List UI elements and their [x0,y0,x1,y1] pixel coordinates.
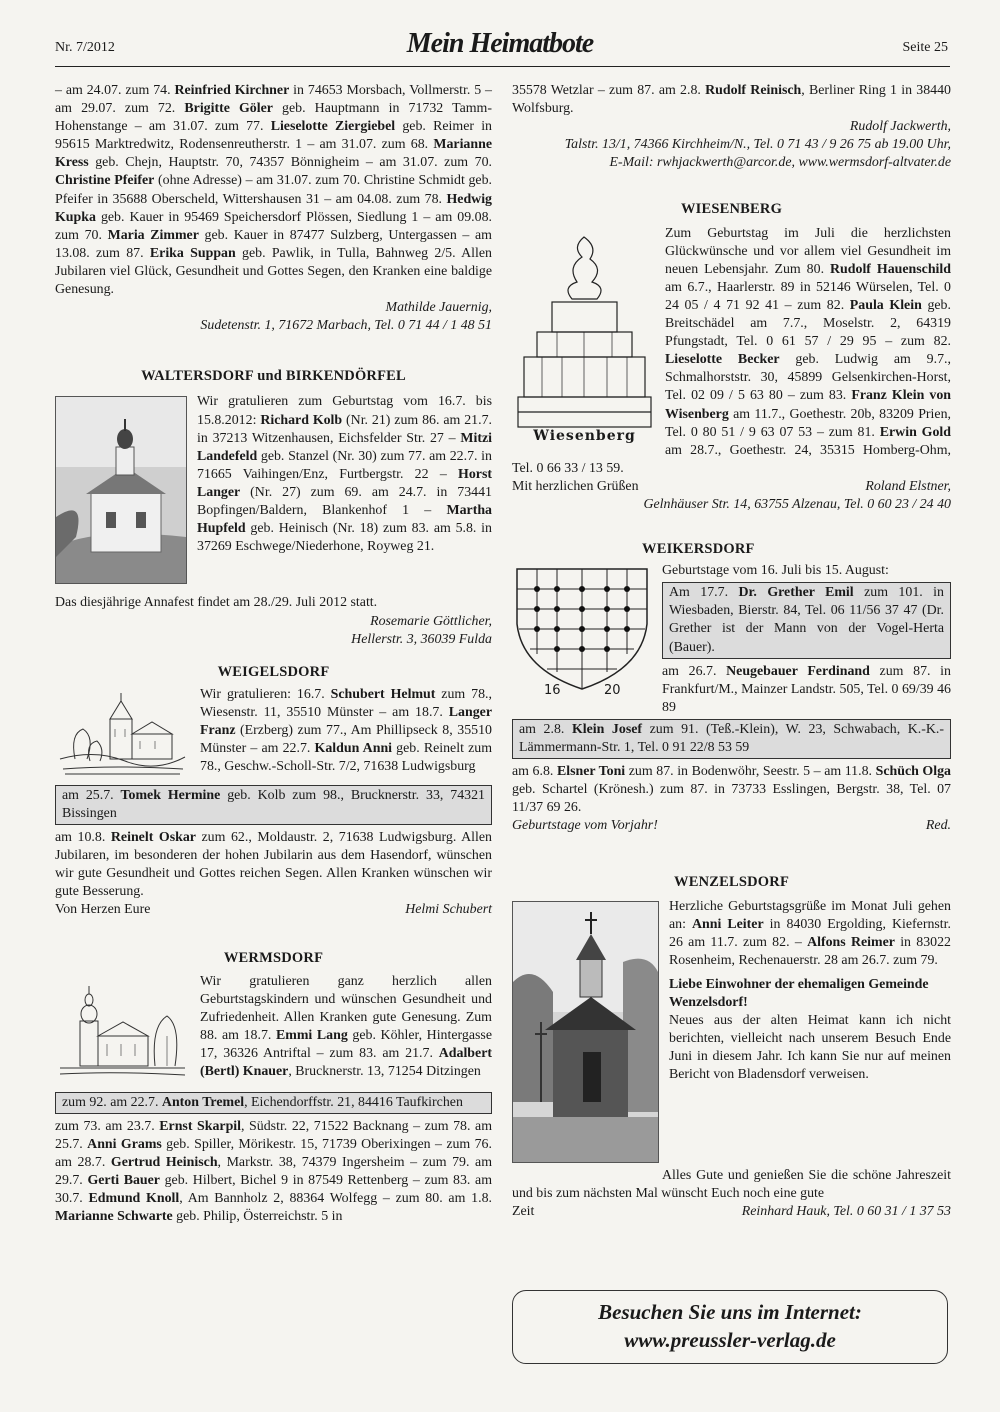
text-run: zum 78., Wiesenstr. 11, 35510 Münster – am 18.7. [200,686,492,720]
wiesenberg-signature-name: Roland Elstner, [865,478,951,494]
text-run: geb. Chejn, Hauptstr. 70, 74357 Bönnigheim – am 31.07. zum 70. [88,155,492,171]
intro-text [55,82,492,299]
weikersdorf-note: Geburtstage vom Vorjahr! [512,818,658,834]
wenzelsdorf-body: Neues aus der alten Heimat kann ich nicht berichten, vielleicht nach unserem Besuch Ende Juni in diesem Jahr. Ich kann Sie nur auf meinen Bericht von Bladensdorf verweisen. [669,1013,951,1083]
page-number: Seite 25 [902,40,948,55]
text-run: (Erzberg) zum 77., Am Phillipseck 8, 35510 Münster – am 22.7. [200,722,492,757]
text-run: am 26.7. [662,663,727,679]
text-run: geb. Spiller, Mörikestr. 15, 71739 Oberixingen – zum 76. am 28.7. [55,1136,492,1170]
weikersdorf-highlight-box-1 [662,582,951,658]
wiesenberg-closing: Mit herzlichen Grüßen [512,478,639,494]
church-sketch [55,976,190,1086]
wermsdorf-signature-address: Talstr. 13/1, 74366 Kirchheim/N., Tel. 0 71 43 / 9 26 75 ab 19.00 Uhr, [564,137,951,153]
person-name: Mitzi Landefeld [197,430,492,464]
text-run: Herzliche Geburtstagsgrüße im Monat Juli gehen an: [669,898,951,932]
wiesenberg-closing-row [512,478,951,496]
person-name: Neugebauer Ferdinand [726,663,870,679]
person-name: Langer Franz [200,704,492,738]
weikersdorf-highlight-box-2 [512,719,951,759]
text-run: Zum Geburtstag im Juli die herzlichsten Glückwünsche und vor allem viel Gesundheit im neuen Lebensjahr. Zum 80. [665,225,951,277]
person-name: Kaldun Anni [314,741,393,757]
text-run: geb. Philip, Österreichstr. 5 in [172,1209,343,1225]
text-run: , Brucknerstr. 13, 71254 Ditzingen [288,1064,481,1079]
masthead: Mein Heimatbote [406,28,594,59]
person-name: Elsner Toni [556,764,626,780]
text-run: , Südstr. 22, 71522 Backnang – zum 78. am 25.7. [55,1118,493,1152]
text-run: (ohne Adresse) – am 31.07. zum 70. Christine Schmidt geb. Pfeifer in 35688 Oberscheld, Wittershausen 31 – am 04.08. zum 78. [55,173,493,207]
section-title-waltersdorf: WALTERSDORF und BIRKENDÖRFEL [141,368,406,385]
person-name: Erwin Gold [879,424,951,440]
text-run: geb. Kauer in 87477 Sulzberg, Untergassen – am 13.08. zum 87. [55,227,492,261]
wenzelsdorf-closing: Zeit [512,1203,535,1219]
chapel-photo [55,396,187,584]
text-run: am 11.7., Goethestr. 20b, 83209 Prien, Tel. 0 80 51 / 9 63 07 53 – zum 81. [665,406,951,440]
text-run: 35578 Wetzlar – zum 87. am 2.8. [512,83,706,98]
text-run: am 6.7., Haarlerstr. 89 in 52146 Würselen, Tel. 0 24 05 / 4 71 92 41 – zum 82. [665,279,951,313]
issue-number: Nr. 7/2012 [55,40,115,55]
wenzelsdorf-heading: Liebe Einwohner der ehemaligen Gemeinde Wenzelsdorf! [669,976,929,1011]
person-name: Rudolf Hauenschild [830,261,951,277]
text-run: , Markstr. 38, 74379 Ingersheim – zum 79. am 29.7. [55,1154,492,1188]
wenzelsdorf-closing-row [512,1203,951,1221]
text-run: geb. Stanzel (Nr. 30) zum 77. am 22.7. in 71665 Vaihingen/Enz, Furtbergstr. 22 – [197,448,492,482]
person-name: Lieselotte Ziergiebel [270,119,396,135]
intro-signature-address: Sudetenstr. 1, 71672 Marbach, Tel. 0 71 44 / 1 48 51 [200,318,492,334]
person-name: Anni Grams [87,1136,162,1152]
text-run: am 2.8. [519,721,572,737]
person-name: Reinfried Kirchner [174,83,290,98]
person-name: Lieselotte Becker [665,352,780,368]
person-name: Christine Pfeifer [55,173,155,189]
person-name: Anni Leiter [692,916,764,932]
wermsdorf-continued-text [512,82,951,118]
person-name: Paula Klein [849,297,922,313]
text-run: (Nr. 21) zum 86. am 21.7. in 37213 Witzenhausen, Eichsfelder Str. 27 – [197,412,492,446]
person-name: Schüch Olga [875,764,951,780]
text-run: geb. Pawlik, in Tulla, Bahnweg 2/5. Allen Jubilaren viel Glück, Gesundheit und Gottes Segen, den Kranken eine baldige Genesung. [55,245,492,298]
person-name: Gertrud Heinisch [110,1154,218,1170]
text-run: , Am Bannholz 2, 88364 Wolfegg – zum 80. am 1.8. [179,1191,492,1206]
text-run: am 6.8. [512,764,557,780]
weigelsdorf-after-text [55,829,492,901]
text-run: zum 101. in Wiesbaden, Bierstr. 84, Tel. 06 11/56 37 47 (Dr. Grether ist der Mann von der Vogel-Herta (Bauer). [669,585,944,655]
text-run: geb. Breitschädel am 7.7., Moselstr. 2, 64319 Pfungstadt, Tel. 0 61 57 / 29 95 – zum 82. [665,297,951,350]
wermsdorf-highlight-box [55,1092,492,1114]
person-name: Horst Langer [197,466,492,500]
left-column [55,82,492,1226]
text-run: geb. Reinelt zum 78., Geschw.-Scholl-Str. 7/2, 71638 Ludwigsburg [200,741,492,775]
section-title-weikersdorf: WEIKERSDORF [642,541,755,558]
person-name: Martha Hupfeld [197,502,492,537]
text-run: in 84030 Ergolding, Kiefernstr. 26 am 11.7. zum 82. – [669,916,951,950]
section-title-wenzelsdorf: WENZELSDORF [674,874,789,891]
village-sketch [55,689,190,779]
person-name: Emmi Lang [276,1027,348,1043]
person-name: Hedwig Kupka [55,191,492,225]
weigelsdorf-closing-row [55,901,492,919]
text-run: – am 24.07. zum 74. [55,83,175,98]
section-title-wiesenberg: WIESENBERG [680,201,783,218]
text-run: am 10.8. [55,829,111,845]
person-name: Maria Zimmer [107,227,199,243]
text-run: zum 91. (Teß.-Klein), W. 23, Schwabach, K.-K.-Lämmermann-Str. 1, Tel. 0 91 22/8 53 59 [519,721,944,755]
waltersdorf-signature-name: Rosemarie Göttlicher, [370,613,492,629]
text-run: zum 62., Moldaustr. 2, 71638 Ludwigsburg. Allen Jubilaren, im besonderen der hohen Jubilarin aus dem Hasendorf, wünschen wir gute Gesundheit und Gottes reichen Segen. Allen Kranken wünschen wir gute Besserung. [55,829,492,900]
text-run: am 25.7. [62,787,121,803]
wermsdorf-signature-name: Rudolf Jackwerth, [849,119,951,135]
text-run: geb. Köhler, Hintergasse 17, 36326 Antriftal – zum 83. am 21.7. [200,1027,492,1061]
person-name: Tomek Hermine [120,787,221,803]
person-name: Marianne Kress [55,137,492,171]
person-name: Adalbert (Bertl) Knauer [200,1045,492,1079]
intro-signature-name: Mathilde Jauernig, [385,300,492,316]
weikersdorf-shield [512,564,652,704]
waltersdorf-signature-address: Hellerstr. 3, 36039 Fulda [351,631,492,647]
person-name: Ernst Skarpil [159,1118,242,1134]
text-run: Wir gratulieren: 16.7. [200,686,331,702]
text-run: geb. Kauer in 95469 Speichersdorf Plössen, Siedlung 1 – am 09.08. zum 70. [55,209,492,243]
text-run: geb. Kolb zum 98., Brucknerstr. 33, 74321 Bissingen [62,787,485,821]
weikersdorf-shield-drawing [512,564,652,694]
wooden-chapel-photo [512,901,659,1163]
text-run: Am 17.7. [669,585,739,601]
text-run: geb. Schartel (Krönesh.) zum 87. in 73733 Esslingen, Bergstr. 38, Tel. 07 11/37 69 26. [512,782,951,816]
text-run: (Nr. 27) zum 69. am 24.7. in 73441 Bopfingen/Baldern, Blankenhof 1 – [197,484,492,518]
wiesenberg-crest-drawing [512,227,657,437]
section-title-weigelsdorf: WEIGELSDORF [217,663,330,680]
person-name: Dr. Grether Emil [738,585,854,601]
text-run: am 28.7., Goethestr. 24, 35315 Homberg-Ohm, Tel. 0 66 33 / 13 59. [512,442,951,476]
weigelsdorf-highlight-box [55,785,492,825]
weigelsdorf-closing: Von Herzen Eure [55,902,151,918]
weikersdorf-closing-row [512,817,951,835]
shield-year-left: 16 [544,683,561,699]
internet-advert[interactable] [512,1290,948,1364]
header-rule [55,66,950,67]
weikersdorf-editor: Red. [925,818,951,834]
person-name: Franz Klein von Wisenberg [665,388,951,422]
wenzelsdorf-body-2: Alles Gute und genießen Sie die schöne Jahreszeit und bis zum nächsten Mal wünscht Euch noch eine gute [512,1167,951,1201]
advert-url-link[interactable]: www.preussler-verlag.de [624,1328,836,1352]
text-run: geb. Ludwig am 9.7., Schmalhorststr. 30, 45899 Gelsenkirchen-Horst, Tel. 02 09 / 5 63 80 – zum 83. [665,352,951,404]
person-name: Reinelt Oskar [110,829,196,845]
text-run: geb. Hilbert, Bichel 9 in 87549 Rettenberg – zum 83. am 30.7. [55,1172,492,1206]
person-name: Brigitte Göler [184,101,273,117]
text-run: zum 73. am 23.7. [55,1118,160,1134]
weikersdorf-after-text [512,763,951,817]
section-title-wermsdorf: WERMSDORF [223,950,324,967]
text-run: zum 87. in Frankfurt/M., Mainzer Landstr. 505, Tel. 0 69/39 46 89 [662,663,951,715]
text-run: geb. Hauptmann in 71732 Tamm-Hohenstange – am 31.07. zum 77. [55,101,492,135]
person-name: Klein Josef [571,721,643,737]
weikersdorf-intro: Geburtstage vom 16. Juli bis 15. August: [662,563,889,579]
person-name: Erika Suppan [149,245,236,261]
right-column [512,82,951,1221]
text-run: zum 87. in Bodenwöhr, Seestr. 5 – am 11.8. [625,764,876,780]
text-run: geb. Heinisch (Nr. 18) zum 83. am 5.8. in 37269 Eschwege/Niederhone, Royweg 21. [197,521,492,555]
weigelsdorf-signature: Helmi Schubert [405,902,492,918]
text-run: , Eichendorffstr. 21, 84416 Taufkirchen [244,1094,463,1110]
text-run: , Berliner Ring 1 in 38440 Wolfsburg. [512,83,952,117]
text-run: Wir gratulieren ganz herzlich allen Geburtstagskindern und wünschen Gesundheit und Zufriedenheit. Allen Kranken gute Genesung. Zum 88. am 18.7. [200,973,492,1043]
wermsdorf-signature-contact: E-Mail: rwhjackwerth@arcor.de, www.wermsdorf-altvater.de [609,155,951,171]
person-name: Anton Tremel [161,1094,245,1110]
wiesenberg-signature-address: Gelnhäuser Str. 14, 63755 Alzenau, Tel. 0 60 23 / 24 40 [643,496,951,512]
person-name: Edmund Knoll [88,1191,180,1206]
text-run: zum 92. am 22.7. [62,1094,162,1110]
wiesenberg-crest [512,227,657,457]
shield-year-right: 20 [604,683,621,699]
waltersdorf-note: Das diesjährige Annafest findet am 28./29. Juli 2012 statt. [55,595,378,611]
wiesenberg-crest-label: Wiesenberg [533,427,636,444]
text-run: in 74653 Morsbach, Vollmerstr. 5 – am 29.07. zum 72. [55,83,492,117]
text-run: in 83022 Rosenheim, Rechenauerstr. 28 am 26.7. zum 79. [669,934,952,968]
person-name: Gerti Bauer [87,1172,160,1188]
text-run: geb. Reimer in 95615 Marktredwitz, Rodensenreutherstr. 1 – am 31.07. zum 68. [55,119,492,153]
wenzelsdorf-signature: Reinhard Hauk, Tel. 0 60 31 / 1 37 53 [741,1203,951,1219]
wermsdorf-after-text [55,1118,492,1227]
person-name: Rudolf Reinisch [705,83,802,98]
person-name: Marianne Schwarte [55,1209,173,1225]
person-name: Richard Kolb [260,412,343,428]
person-name: Schubert Helmut [330,686,436,702]
person-name: Alfons Reimer [807,934,895,950]
advert-line-1: Besuchen Sie uns im Internet: [598,1300,862,1324]
text-run: Wir gratulieren zum Geburtstag vom 16.7. bis 15.8.2012: [197,394,492,428]
